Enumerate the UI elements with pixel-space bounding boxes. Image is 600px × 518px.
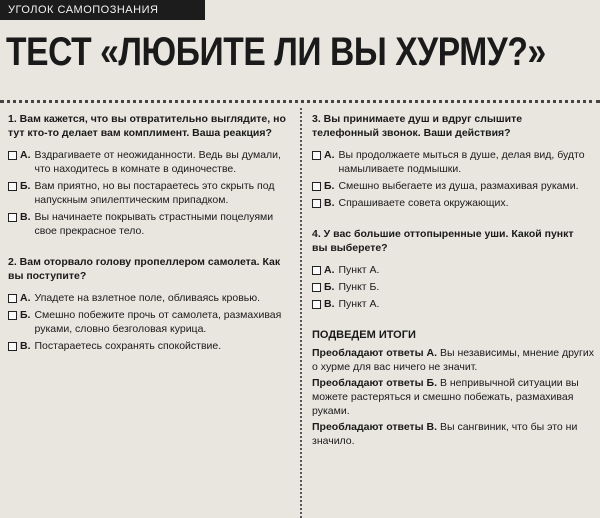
summary-lead: Преобладают ответы Б. <box>312 377 438 389</box>
checkbox-icon[interactable] <box>8 294 17 303</box>
answer-option[interactable] <box>8 308 293 336</box>
answer-letter: Б. <box>20 180 31 192</box>
section-rubric: УГОЛОК САМОПОЗНАНИЯ <box>0 0 205 20</box>
answer-text: Вам приятно, но вы постараетесь это скрыть под напускным эпилептическим припадком. <box>34 180 275 206</box>
checkbox-icon[interactable] <box>8 213 17 222</box>
answer-text: Вы продолжаете мыться в душе, делая вид, будто намыливаете подмышки. <box>338 149 585 175</box>
summary-text: В непривычной ситуации вы можете растеряться и смешно побежать, размахивая руками. <box>312 377 579 417</box>
answer-text: Упадете на взлетное поле, обливаясь кровью. <box>34 292 261 304</box>
question-2 <box>8 255 293 353</box>
left-column <box>8 112 293 356</box>
answer-text: Смешно побежите прочь от самолета, размахивая руками, словно безголовая курица. <box>34 309 282 335</box>
checkbox-icon[interactable] <box>8 151 17 160</box>
answer-option[interactable] <box>312 196 596 210</box>
checkbox-icon[interactable] <box>312 283 321 292</box>
answer-option[interactable] <box>312 263 596 277</box>
answer-option[interactable] <box>312 280 596 294</box>
question-text: 1. Вам кажется, что вы отвратительно выглядите, но тут кто-то делает вам комплимент. Ваша реакция? <box>8 113 286 139</box>
answer-option[interactable] <box>8 339 293 353</box>
summary-title: ПОДВЕДЕМ ИТОГИ <box>312 329 416 341</box>
column-divider <box>300 108 302 518</box>
answer-letter: В. <box>20 211 31 223</box>
answer-letter: Б. <box>324 281 335 293</box>
checkbox-icon[interactable] <box>8 342 17 351</box>
checkbox-icon[interactable] <box>312 266 321 275</box>
question-4 <box>312 227 596 311</box>
answer-letter: В. <box>324 197 335 209</box>
question-text: 2. Вам оторвало голову пропеллером самолета. Как вы поступите? <box>8 256 281 282</box>
answer-option[interactable] <box>8 210 293 238</box>
right-column <box>312 112 596 450</box>
summary-item <box>312 420 596 448</box>
title-divider <box>0 100 600 103</box>
answer-letter: А. <box>324 264 335 276</box>
answer-text: Вы начинаете покрывать страстными поцелуями свое прекрасное тело. <box>34 211 274 237</box>
answer-option[interactable] <box>8 291 293 305</box>
answer-letter: А. <box>20 292 31 304</box>
summary-lead: Преобладают ответы В. <box>312 421 438 433</box>
summary-item <box>312 376 596 418</box>
summary-text: Вы сангвиник, что бы это ни значило. <box>312 421 578 447</box>
answer-letter: В. <box>324 298 335 310</box>
checkbox-icon[interactable] <box>312 300 321 309</box>
answer-letter: А. <box>324 149 335 161</box>
checkbox-icon[interactable] <box>8 182 17 191</box>
answer-option[interactable] <box>312 148 596 176</box>
answer-letter: Б. <box>20 309 31 321</box>
question-3 <box>312 112 596 210</box>
answer-text: Спрашиваете совета окружающих. <box>338 197 509 209</box>
checkbox-icon[interactable] <box>312 199 321 208</box>
checkbox-icon[interactable] <box>312 182 321 191</box>
question-text: 3. Вы принимаете душ и вдруг слышите телефонный звонок. Ваши действия? <box>312 113 523 139</box>
question-1 <box>8 112 293 238</box>
answer-text: Смешно выбегаете из душа, размахивая руками. <box>338 180 579 192</box>
answer-text: Пункт Б. <box>338 281 380 293</box>
answer-option[interactable] <box>312 297 596 311</box>
answer-option[interactable] <box>8 179 293 207</box>
answer-text: Пункт А. <box>338 264 380 276</box>
question-text: 4. У вас большие оттопыренные уши. Какой пункт вы выберете? <box>312 228 574 254</box>
summary-item <box>312 346 596 374</box>
answer-letter: В. <box>20 340 31 352</box>
answer-text: Вздрагиваете от неожиданности. Ведь вы думали, что находитесь в комнате в одиночестве. <box>34 149 281 175</box>
answer-letter: Б. <box>324 180 335 192</box>
answer-option[interactable] <box>8 148 293 176</box>
answer-text: Пункт А. <box>338 298 380 310</box>
checkbox-icon[interactable] <box>8 311 17 320</box>
page-title: ТЕСТ «ЛЮБИТЕ ЛИ ВЫ ХУРМУ?» <box>6 30 546 74</box>
answer-text: Постараетесь сохранять спокойствие. <box>34 340 222 352</box>
summary-text: Вы независимы, мнение других о хурме для вас ничего не значит. <box>312 347 594 373</box>
summary-lead: Преобладают ответы А. <box>312 347 438 359</box>
summary-section <box>312 328 596 448</box>
checkbox-icon[interactable] <box>312 151 321 160</box>
answer-letter: А. <box>20 149 31 161</box>
answer-option[interactable] <box>312 179 596 193</box>
